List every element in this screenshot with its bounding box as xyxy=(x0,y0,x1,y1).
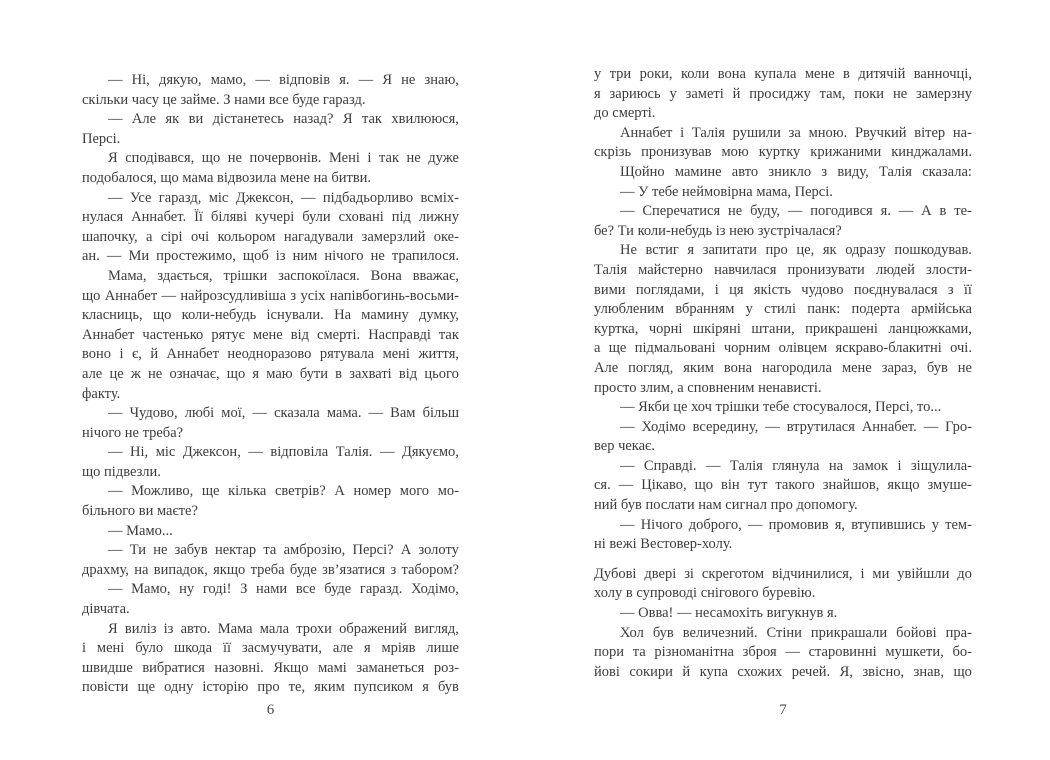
text-line: дівчата. xyxy=(82,601,130,618)
text-line: воно і є, й Аннабет неодноразово рятувала мені життя, xyxy=(82,346,459,363)
page-right-text xyxy=(594,65,972,682)
text-line: нічого не треба? xyxy=(82,424,184,441)
page-number-left: 6 xyxy=(266,702,275,718)
text-line: шапочку, а сірі очі кольором нагадували замерзлий оке- xyxy=(82,228,459,245)
text-line: бе? Ти коли-небудь із нею зустрічалася? xyxy=(594,222,842,239)
text-line: улюбленим вбранням у стилі панк: подерта армійська xyxy=(594,301,972,318)
text-line: Щойно мамине авто зникло з виду, Талія сказала: xyxy=(620,163,972,180)
text-line: — Ні, міс Джексон, — відповіла Талія. — Дякуємо, xyxy=(108,444,459,461)
text-line: — Ходімо всередину, — втрутилася Аннабет. — Гро- xyxy=(620,418,972,435)
text-line: що підвезли. xyxy=(82,463,161,480)
text-line: ся. — Цікаво, що він тут такого знайшов, якщо змуше- xyxy=(594,477,972,494)
text-line: — Справді. — Талія глянула на замок і зіщулила- xyxy=(620,457,972,474)
text-line: — Можливо, ще кілька светрів? А номер мого мо- xyxy=(108,483,459,500)
text-line: пори та різноманітна зброя — старовинні мушкети, бо- xyxy=(594,644,972,661)
text-line: — Нічого доброго, — промовив я, втупившись у тем- xyxy=(620,516,972,533)
text-line: що Аннабет — найрозсудливіша з усіх напівбогинь-восьми- xyxy=(82,287,459,304)
text-line: — Овва! — несамохіть вигукнув я. xyxy=(620,605,838,622)
text-line: Я сподівався, що не почервонів. Мені і так не дуже xyxy=(108,150,459,167)
text-line: скрізь пронизував мою куртку крижаними кинджалами. xyxy=(594,144,972,161)
text-line: просто злим, а сповненим ненависті. xyxy=(594,379,822,396)
text-line: куртка, чорні шкіряні штани, прикрашені ланцюжками, xyxy=(594,320,972,337)
text-line: а ще підмальовані чорним олівцем яскраво-блакитні очі. xyxy=(594,340,972,357)
text-line: Талія майстерно навчилася пронизувати людей злости- xyxy=(594,261,972,278)
text-line: — Якби це хоч трішки тебе стосувалося, Персі, то... xyxy=(620,399,942,416)
text-line: — Мамо, ну годі! З нами все буде гаразд. Ходімо, xyxy=(108,581,459,598)
text-line: ан. — Ми простежимо, щоб із ним нічого не трапилося. xyxy=(82,248,459,265)
text-line: — Чудово, любі мої, — сказала мама. — Вам більш xyxy=(108,405,459,422)
text-line: факту. xyxy=(82,385,121,402)
text-line: нулася Аннабет. Її біляві кучері були сховані під лижну xyxy=(82,209,459,226)
text-line: Аннабет і Талія рушили за мною. Рвучкий вітер на- xyxy=(620,124,972,141)
text-line: вими поглядами, і ця якість чудово поєднувалася з її xyxy=(594,281,972,298)
text-line: більного ви маєте? xyxy=(82,503,198,520)
text-line: швидше вибратися назовні. Якщо мамі заманеться роз- xyxy=(82,659,459,676)
text-line: повісти ще одну історію про те, яким пупсиком я був xyxy=(82,679,459,696)
section-break xyxy=(594,555,972,565)
text-line: — Ні, дякую, мамо, — відповів я. — Я не знаю, xyxy=(108,72,459,88)
text-line: класниць, що коли-небудь існували. На мамину думку, xyxy=(82,307,459,324)
page-number-right: 7 xyxy=(779,702,787,718)
text-line: — У тебе неймовірна мама, Персі. xyxy=(620,183,833,200)
text-line: але це ж не означає, що я маю бути в захваті від цього xyxy=(82,365,459,382)
text-line: Хол був величезний. Стіни прикрашали бойові пра- xyxy=(620,624,972,641)
text-line: до смерті. xyxy=(594,105,656,122)
text-line: холу в супроводі снігового буревію. xyxy=(594,585,816,602)
text-line: Мама, здається, трішки заспокоїлася. Вона вважає, xyxy=(108,267,459,284)
text-line: і мені було шкода її засмучувати, але я мріяв лише xyxy=(82,640,459,657)
text-line: — Усе гаразд, міс Джексон, — підбадьорливо всміх- xyxy=(108,189,459,206)
text-line: — Сперечатися не буду, — погодився я. — А в те- xyxy=(620,203,972,220)
text-line: Я виліз із авто. Мама мала трохи ображений вигляд, xyxy=(108,620,459,637)
text-line: йові сокири й купа схожих речей. Я, звісно, знав, що xyxy=(594,663,972,680)
text-line: скільки часу це займе. З нами все буде гаразд. xyxy=(82,91,366,108)
text-line: ні вежі Вестовер-холу. xyxy=(594,536,733,553)
text-line: — Мамо... xyxy=(108,522,173,539)
text-line: у три роки, коли вона купала мене в дитячій ванночці, xyxy=(594,66,972,82)
page-left-text xyxy=(82,71,459,698)
text-line: подобалося, що мама відвозила мене на битви. xyxy=(82,169,372,186)
text-line: Але погляд, яким вона нагородила мене зараз, був не xyxy=(594,359,972,376)
text-line: ний був послати нам сигнал про допомогу. xyxy=(594,497,858,514)
text-line: драхму, на випадок, якщо треба буде зв’язатися з табором? xyxy=(82,561,459,578)
text-line: Не встиг я запитати про це, як одразу пошкодував. xyxy=(620,242,972,259)
text-line: Персі. xyxy=(82,130,121,147)
text-line: — Ти не забув нектар та амброзію, Персі? А золоту xyxy=(108,542,459,559)
text-line: — Але як ви дістанетесь назад? Я так хвилююся, xyxy=(108,111,459,128)
text-line: вер чекає. xyxy=(594,438,655,455)
text-line: я зариюсь у заметі й просиджу там, поки не замерзну xyxy=(594,85,972,102)
text-line: Дубові двері зі скреготом відчинилися, і ми увійшли до xyxy=(594,565,972,582)
text-line: Аннабет частенько рятує мене від смерті. Насправді так xyxy=(82,326,459,343)
